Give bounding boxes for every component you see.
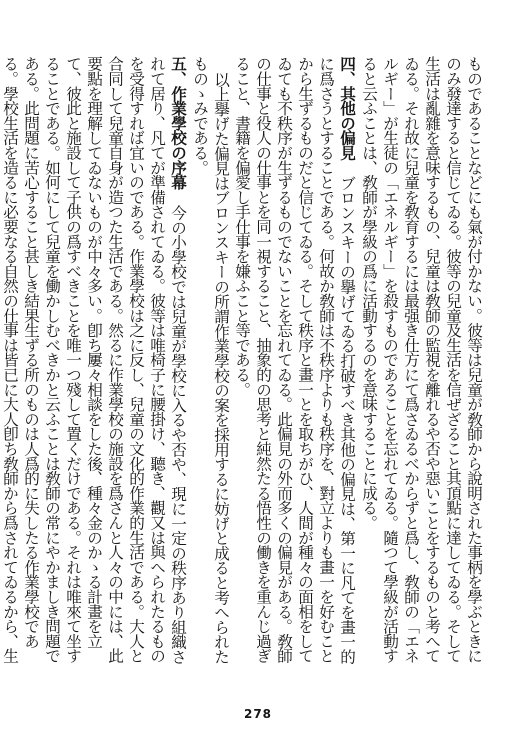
paragraph-work-school-prelude <box>0 56 189 668</box>
paragraph-summary <box>189 56 231 668</box>
paragraph-other-prejudices <box>231 56 358 668</box>
paragraph-text: 以上擧げた偏見はブロンスキーの所謂作業學校の案を採用するに妨げと成ると考へられたものゝみである。 <box>191 56 230 664</box>
section-heading-other-prejudices: 四、其他の偏見 <box>338 56 357 160</box>
paragraph-text: ものであることなどにも氣が付かない。彼等は兒童が敎師から說明された事柄を學ぶときにのみ發達すると信じてゐる。彼等の兒童及生活を信ぜざること其頂點に達してゐる。そして生活は亂雜を意味するもの、兒童は敎師の監視を離れるや否や惡いことをするものと考へてゐる。それ故に兒童を敎育するには最强き仕方にて爲さゐるべからずと爲し、敎師の「エネルギー」が生徒の「エネルギー」を殺すものであることを忘れてゐる。隨つて學級が活動すると云ふことは、敎師が學級の爲に活動するのを意味することに成る。 <box>360 56 483 663</box>
vertical-text-body <box>1 56 484 668</box>
paragraph-text: ブロンスキーの擧げてゐる打破すべき其他の偏見は、第一に凡てを畫一的に爲さうとすることである。何故か敎師は不秩序よりも秩序を、對立よりも畫一を好むことから生ずるものだと信じてゐる。そして秩序と畫一とを取ちがひ、人間が種々の面相をしてゐても不秩序が生ずるものでないことを忘れてゐる。此偏見の外而多くの偏見がある。敎師の仕事と役人の仕事とを同一視すること、抽象的の思考と純然たる悟性の働きを重んじ過ぎること、書籍を偏愛し手仕事を嫌ふこと等である。 <box>233 56 356 664</box>
paragraph-text: 今の小學校では兒童が學校に入るや否や、現に一定の秩序あり組織されて居り、凡てが準備されてゐる。彼等は唯椅子に腰掛け、聽き、觀又は與へられたるものを受得すれば宜いのである。作業學校は之に反し、兒童の文化的作業的生活である。大人と合同して兒童自身が造つた生活である。然るに作業學校の施設を爲さんと人々の中には、此要點を理解してゐないものが中々多い。卽ち屢々相談をした後、種々金のかゝる計畫を立て、彼此と施設して子供の爲すべきことを唯一つ殘して置くだけである。それは唯來て坐することである。如何にして兒童を働かしむべきかと云ふことは敎師の常にやかましき問題である。此問題に苦心すること甚しき結果生ずる所のものは人爲的に失したる作業學校である。學校生活を造るに必要なる自然の仕事は皆已に大人卽ち敎師から爲されてゐるから、生 <box>1 56 187 664</box>
paragraph-prejudice-intro <box>358 56 484 668</box>
section-heading-work-school-prelude: 五、作業學校の序幕 <box>169 56 188 190</box>
page-number: 278 <box>243 707 273 721</box>
